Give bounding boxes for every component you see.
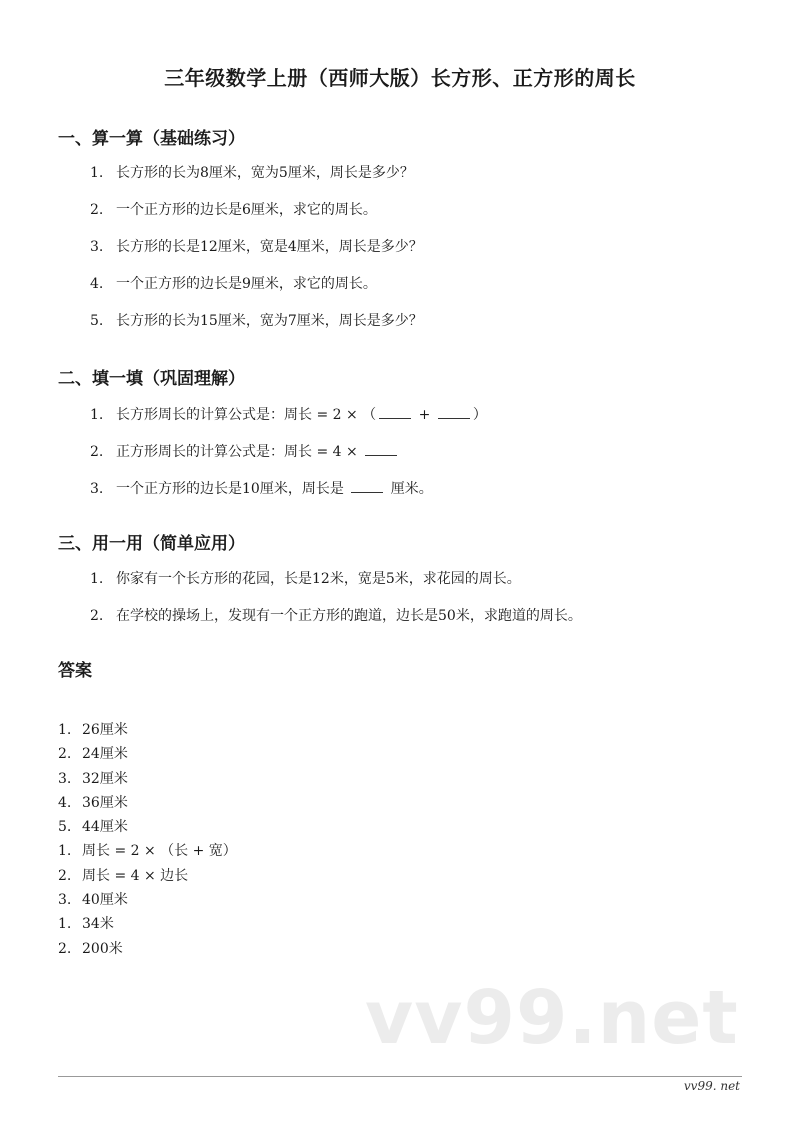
question-item [90,569,582,606]
answer-number: 3. [58,770,72,787]
answer-text: 32厘米 [82,770,128,787]
answer-number: 3. [58,892,72,909]
answer-blank [351,478,383,493]
question-number: 1. [90,407,104,423]
answer-item [58,817,237,841]
answer-item [58,720,237,744]
fill-question-item [90,478,487,515]
question-number: 4. [90,276,104,292]
answer-text: 36厘米 [82,794,128,811]
fill-question-item [90,441,487,478]
answers-title: 答案 [58,661,92,681]
answer-text: 34米 [82,916,114,933]
question-number: 2. [90,444,104,460]
answer-number: 2. [58,940,72,957]
answer-number: 1. [58,843,72,860]
question-number: 2. [90,202,104,218]
section-heading-1: 一、算一算（基础练习） [58,129,245,149]
answer-number: 1. [58,722,72,738]
answers-list [58,720,237,963]
answer-number: 2. [58,746,72,763]
answer-item [58,744,237,768]
question-item [90,237,423,274]
answer-number: 2. [58,867,72,884]
question-number: 5. [90,313,104,329]
answer-item [58,914,237,938]
question-text: 一个正方形的边长是9厘米，求它的周长。 [116,276,377,292]
answer-text: 26厘米 [82,722,128,738]
page-title: 三年级数学上册（西师大版）长方形、正方形的周长 [164,66,636,90]
answer-item [58,866,237,890]
answer-blank [438,404,470,419]
question-number: 3. [90,481,104,497]
section-2-questions [90,404,487,515]
answer-text: 周长 = 2 × （长 + 宽） [82,843,237,860]
section-1-questions [90,163,423,348]
question-number: 3. [90,239,104,255]
question-text-after: 厘米。 [386,481,433,497]
answer-item [58,841,237,865]
answer-blank [379,404,411,419]
question-text: 长方形的长是12厘米，宽是4厘米，周长是多少？ [116,239,423,255]
footer-site-label: vv99. net [683,1079,740,1093]
question-text: 长方形的长为15厘米，宽为7厘米，周长是多少？ [116,313,423,329]
question-text-before: 长方形周长的计算公式是：周长 = 2 × （ [116,407,377,423]
footer-divider [58,1076,742,1077]
answer-text: 200米 [82,940,123,957]
section-heading-3: 三、用一用（简单应用） [58,534,245,554]
answer-blank [365,441,397,456]
question-text-before: 一个正方形的边长是10厘米，周长是 [116,481,349,497]
section-3-questions [90,569,582,643]
question-item [90,311,423,348]
answer-item [58,769,237,793]
answer-number: 1. [58,916,72,933]
question-text-after: ） [472,407,487,423]
question-item [90,200,423,237]
question-text: 长方形的长为8厘米，宽为5厘米，周长是多少？ [116,165,414,181]
question-text-mid: + [414,407,435,423]
question-item [90,606,582,643]
question-text: 一个正方形的边长是6厘米，求它的周长。 [116,202,377,218]
section-heading-2: 二、填一填（巩固理解） [58,369,245,389]
question-item [90,274,423,311]
question-number: 2. [90,608,104,624]
answer-text: 24厘米 [82,746,128,763]
answer-text: 44厘米 [82,819,128,836]
watermark: vv99.net [365,975,739,1061]
answer-text: 40厘米 [82,892,128,909]
answer-text: 周长 = 4 × 边长 [82,867,189,884]
question-item [90,163,423,200]
question-text: 你家有一个长方形的花园，长是12米，宽是5米，求花园的周长。 [116,571,521,587]
question-text-before: 正方形周长的计算公式是：周长 = 4 × [116,444,363,460]
fill-question-item [90,404,487,441]
answer-number: 4. [58,794,72,811]
answer-item [58,890,237,914]
question-number: 1. [90,571,104,587]
answer-item [58,793,237,817]
answer-number: 5. [58,819,72,836]
answer-item [58,939,237,963]
question-text: 在学校的操场上，发现有一个正方形的跑道，边长是50米，求跑道的周长。 [116,608,582,624]
question-number: 1. [90,165,104,181]
